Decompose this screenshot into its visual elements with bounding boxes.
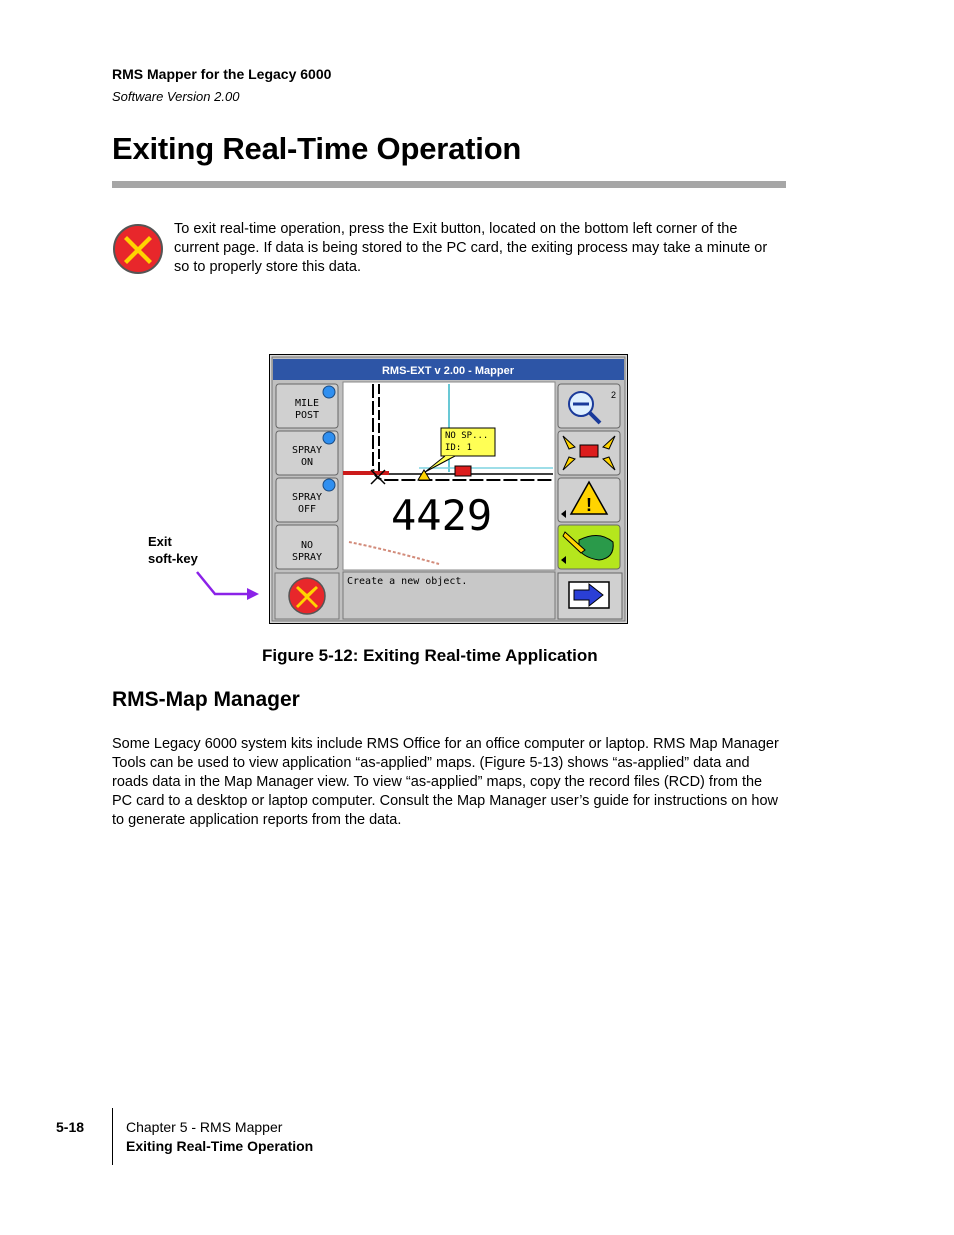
map-view[interactable] [343,382,555,570]
mile-post-button[interactable] [276,384,338,428]
spray-on-button[interactable] [276,431,338,475]
button-label-line1: MILE [294,398,320,409]
button-label-line2: SPRAY [291,552,323,563]
button-label-line2: POST [294,410,320,421]
section-paragraph: Some Legacy 6000 system kits include RMS Office for an office computer or laptop. RMS Map Manager Tools can be used to view application “as-applied” maps. (Figure 5-13) shows “as-applied” data and roads data in the Map Manager view. To view “as-applied” maps, copy the record files (RCD) from the PC card to a desktop or laptop computer. Consult the Map Manager user’s guide for instructions on how to generate application reports from the data. [112,736,779,828]
exit-soft-key[interactable] [275,573,339,619]
exit-soft-key-callout [148,533,198,567]
map-label-line1: NO SP... [445,431,489,441]
indicator-dot [323,479,335,491]
indicator-dot [323,386,335,398]
title-rule [112,181,786,188]
spray-off-button[interactable] [276,478,338,522]
note-text: To exit real-time operation, press the Exit button, located on the bottom left corner of the current page. If data is being stored to the PC card, the exiting process may take a minute or so to properly store this data. [174,221,768,275]
zoom-level: 2 [611,390,617,400]
screen-title: RMS-EXT v 2.00 - Mapper [381,365,515,377]
zoom-out-button[interactable] [558,384,620,428]
next-page-button[interactable] [558,573,622,619]
mapper-screen-figure [269,354,628,624]
button-label-line2: OFF [297,504,317,515]
callout-line2: soft-key [148,551,198,566]
footer-page-number: 5-18 [56,1119,85,1135]
exit-x-icon [112,223,164,275]
warning-button[interactable] [558,478,620,522]
svg-text:!: ! [586,495,592,515]
footer-rule [112,1108,113,1165]
map-label-line2: ID: 1 [445,443,473,453]
indicator-dot [323,432,335,444]
callout-line1: Exit [148,534,172,549]
draw-object-button[interactable] [558,525,620,569]
extent-button[interactable] [558,431,620,475]
button-label-line2: ON [300,457,314,468]
footer-chapter: Chapter 5 - RMS Mapper [126,1119,283,1135]
running-header-version: Software Version 2.00 [112,89,240,104]
map-number: 4429 [391,491,493,540]
button-label-line1: NO [300,540,314,551]
button-label-line1: SPRAY [291,445,323,456]
status-text: Create a new object. [347,576,468,587]
figure-caption: Figure 5-12: Exiting Real-time Application [262,646,598,665]
footer-section: Exiting Real-Time Operation [126,1138,314,1154]
section-heading: RMS-Map Manager [112,688,300,711]
button-label-line1: SPRAY [291,492,323,503]
page-title: Exiting Real-Time Operation [112,131,522,166]
callout-arrow-icon [193,568,263,602]
no-spray-button[interactable] [276,525,338,569]
running-header-product: RMS Mapper for the Legacy 6000 [112,66,332,82]
